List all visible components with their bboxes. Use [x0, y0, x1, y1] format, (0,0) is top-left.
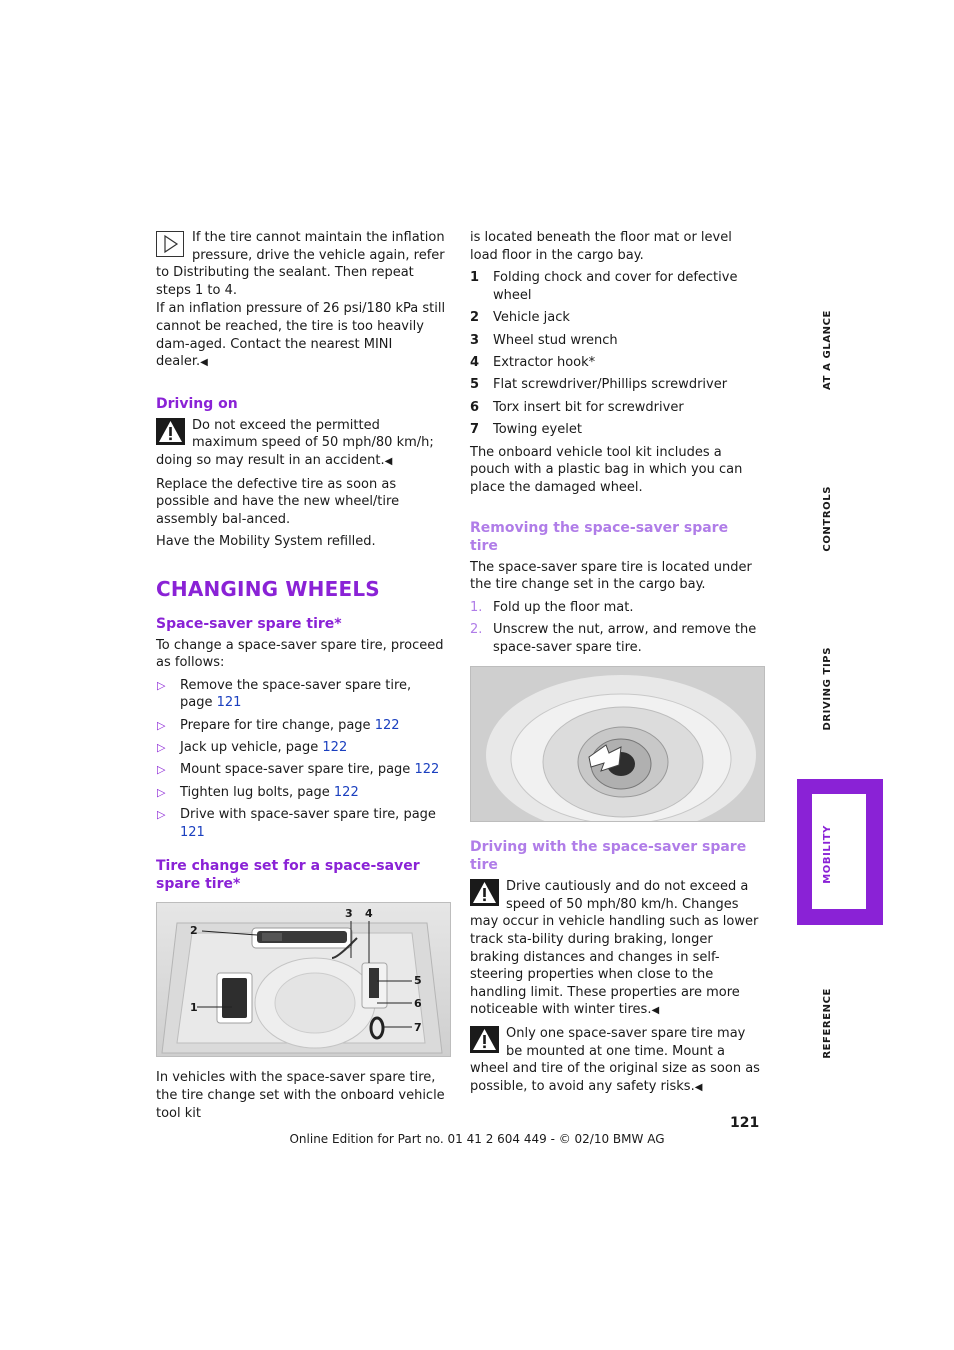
paragraph: The space-saver spare tire is located under the tire change set in the cargo bay. — [470, 559, 752, 593]
warning-icon — [470, 1026, 499, 1053]
section-heading-driving-space-saver: Driving with the space-saver spare tire — [470, 839, 747, 874]
paragraph: is located beneath the floor mat or level load floor in the cargo bay. — [470, 230, 732, 263]
spare-tire-figure — [470, 666, 765, 822]
section-heading-removing: Removing the space-saver spare tire — [470, 519, 729, 554]
tool-kit-figure — [156, 902, 451, 1057]
list-item: 1. Fold up the floor mat. — [470, 599, 634, 615]
warning-icon — [156, 418, 185, 445]
paragraph: Replace the defective tire as soon as possible and have the new wheel/tire assembly bal-anced. — [156, 476, 400, 527]
left-column — [156, 229, 446, 1127]
list-item: ▷ Remove the space-saver spare tire, page 121 — [157, 677, 412, 711]
side-tab-mobility-label: MOBILITY — [822, 825, 833, 884]
list-item: ▷ Mount space-saver spare tire, page 122 — [157, 762, 440, 778]
end-mark: ◀ — [200, 357, 208, 369]
paragraph: In vehicles with the space-saver spare tire, the tire change set with the onboard vehicle tool kit — [156, 1070, 445, 1121]
list-item: ▷ Prepare for tire change, page 122 — [157, 717, 400, 733]
spare-tire-illustration — [471, 667, 764, 821]
bullet-triangle-icon: ▷ — [157, 808, 166, 822]
note-triangle-icon — [156, 231, 184, 257]
callout-4: 4 — [365, 907, 373, 921]
bullet-triangle-icon: ▷ — [157, 763, 166, 777]
side-tab-mobility-active[interactable] — [797, 779, 883, 925]
bullet-triangle-icon: ▷ — [157, 741, 166, 755]
section-heading-space-saver: Space-saver spare tire* — [156, 615, 342, 632]
list-item: 5 Flat screwdriver/Phillips screwdriver — [470, 377, 728, 393]
paragraph: If an inflation pressure of 26 psi/180 kPa still cannot be reached, the tire is too heavily dam-aged. Contact the nearest MINI dealer.◀ — [156, 301, 446, 370]
warning-icon — [470, 879, 499, 906]
paragraph: Have the Mobility System refilled. — [156, 534, 376, 550]
page-link[interactable]: 121 — [216, 695, 242, 711]
callout-5: 5 — [414, 974, 422, 988]
list-item: 2 Vehicle jack — [470, 310, 570, 326]
tool-list — [470, 269, 760, 439]
warning-paragraph: Do not exceed the permitted maximum speed of 50 mph/80 km/h; doing so may result in an accident.◀ — [156, 417, 434, 468]
side-tab-at-a-glance[interactable]: AT A GLANCE — [822, 310, 833, 390]
list-item: 3 Wheel stud wrench — [470, 332, 618, 348]
side-tab-driving-tips[interactable]: DRIVING TIPS — [822, 647, 833, 731]
page-title: CHANGING WHEELS — [156, 576, 380, 601]
list-item: 2. Unscrew the nut, arrow, and remove the space-saver spare tire. — [470, 622, 757, 655]
paragraph: The onboard vehicle tool kit includes a pouch with a plastic bag in which you can place the damaged wheel. — [470, 444, 743, 495]
page-link[interactable]: 122 — [374, 717, 400, 733]
callout-7: 7 — [414, 1021, 422, 1035]
page-link[interactable]: 122 — [414, 762, 440, 778]
bullet-triangle-icon: ▷ — [157, 678, 166, 692]
list-item: ▷ Drive with space-saver spare tire, page 121 — [157, 807, 436, 840]
page-link[interactable]: 121 — [180, 824, 205, 840]
section-heading-tire-change-set: Tire change set for a space-saver spare tire* — [156, 858, 420, 893]
bullet-triangle-icon: ▷ — [157, 718, 166, 732]
list-item: 1 Folding chock and cover for defective wheel — [470, 270, 738, 303]
note-paragraph: If the tire cannot maintain the inflation pressure, drive the vehicle again, refer to Distributing the sealant. Then repeat steps 1 to 4. — [156, 230, 445, 298]
end-mark: ◀ — [694, 1081, 703, 1093]
steps-list — [470, 599, 760, 657]
callout-2: 2 — [190, 924, 198, 938]
page-link[interactable]: 122 — [322, 740, 348, 756]
section-heading-driving-on: Driving on — [156, 395, 238, 412]
callout-3: 3 — [345, 907, 353, 921]
warning-paragraph: Only one space-saver spare tire may be mounted at one time. Mount a wheel and tire of the original size as soon as possible, to avoid any safety risks.◀ — [470, 1026, 760, 1094]
warning-paragraph: Drive cautiously and do not exceed a speed of 50 mph/80 km/h. Changes may occur in vehicle handling such as lower track sta-bility during braking, longer braking distances and changes in self-steering properties when close to the handling limit. These properties are more noticeable with winter tires.◀ — [470, 879, 759, 1018]
tool-kit-illustration — [157, 903, 450, 1056]
end-mark: ◀ — [384, 455, 393, 467]
list-item: 6 Torx insert bit for screwdriver — [470, 399, 684, 415]
page-link[interactable]: 122 — [333, 784, 359, 800]
list-item: 4 Extractor hook* — [470, 354, 596, 370]
right-column — [470, 229, 760, 1101]
footer-text: Online Edition for Part no. 01 41 2 604 449 - © 02/10 BMW AG — [289, 1132, 665, 1146]
list-item: ▷ Jack up vehicle, page 122 — [157, 740, 348, 756]
bullet-triangle-icon: ▷ — [157, 785, 166, 799]
end-mark: ◀ — [651, 1005, 660, 1017]
callout-6: 6 — [414, 997, 422, 1011]
page-number: 121 — [730, 1115, 760, 1131]
side-tab-controls[interactable]: CONTROLS — [822, 486, 833, 552]
side-tab-reference[interactable]: REFERENCE — [822, 988, 833, 1059]
list-item: ▷ Tighten lug bolts, page 122 — [157, 784, 359, 800]
paragraph: To change a space-saver spare tire, proceed as follows: — [156, 637, 444, 671]
callout-1: 1 — [190, 1001, 198, 1015]
procedure-list — [156, 677, 446, 842]
list-item: 7 Towing eyelet — [470, 422, 582, 438]
